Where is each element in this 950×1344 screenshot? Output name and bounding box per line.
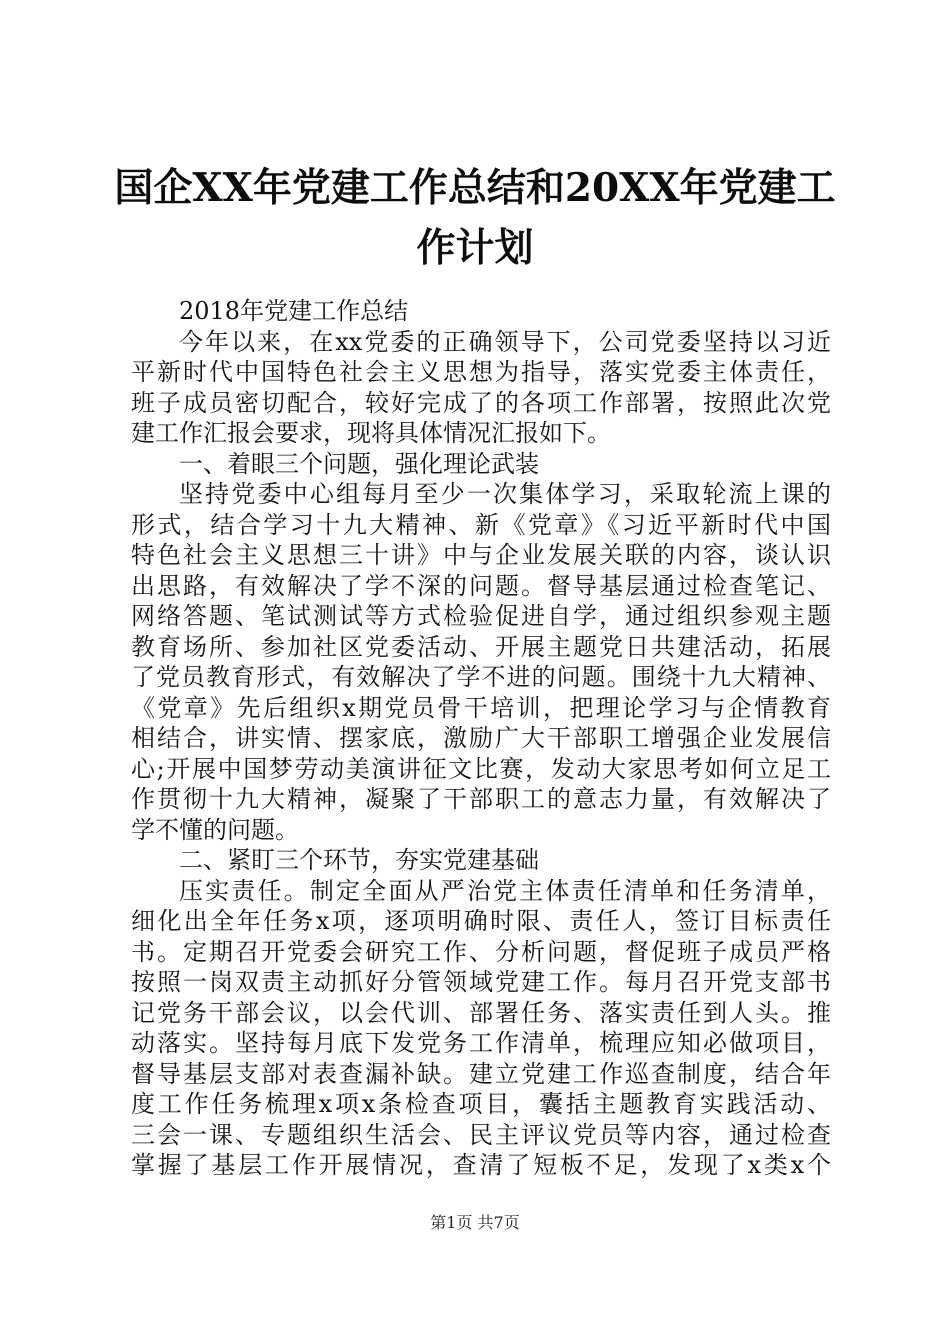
paragraph-line: 了党员教育形式，有效解决了学不进的问题。围绕十九大精神、 — [131, 663, 831, 691]
paragraph-line: 动落实。坚持每月底下发党务工作清单，梳理应知必做项目， — [131, 1029, 831, 1057]
section-heading: 二、紧盯三个环节，夯实党建基础 — [179, 846, 539, 874]
paragraph-line: 细化出全年任务x项，逐项明确时限、责任人，签订目标责任 — [131, 907, 831, 935]
paragraph-line: 相结合，讲实情、摆家底，激励广大干部职工增强企业发展信 — [131, 724, 831, 752]
paragraph-line: 班子成员密切配合，较好完成了的各项工作部署，按照此次党 — [131, 388, 831, 417]
paragraph-line: 记党务干部会议，以会代训、部署任务、落实责任到人头。推 — [131, 998, 831, 1027]
paragraph-line: 坚持党委中心组每月至少一次集体学习，采取轮流上课的 — [179, 480, 831, 508]
document-body — [131, 296, 831, 1181]
paragraph-line: 掌握了基层工作开展情况，查清了短板不足，发现了x类x个 — [131, 1151, 831, 1179]
paragraph-line: 《党章》先后组织x期党员骨干培训，把理论学习与企情教育 — [131, 693, 831, 722]
section-heading: 2018年党建工作总结 — [179, 297, 409, 325]
paragraph-line: 度工作任务梳理x项x条检查项目，囊括主题教育实践活动、 — [131, 1090, 831, 1118]
paragraph-line: 学不懂的问题。 — [131, 815, 299, 844]
paragraph-line: 出思路，有效解决了学不深的问题。督导基层通过检查笔记、 — [131, 571, 831, 600]
paragraph-line: 形式，结合学习十九大精神、新《党章》《习近平新时代中国 — [131, 510, 831, 539]
paragraph-line: 督导基层支部对表查漏补缺。建立党建工作巡查制度，结合年 — [131, 1059, 831, 1088]
paragraph-line: 书。定期召开党委会研究工作、分析问题，督促班子成员严格 — [131, 937, 831, 966]
page-footer: 第1页 共7页 — [430, 1213, 520, 1232]
paragraph-line: 教育场所、参加社区党委活动、开展主题党日共建活动，拓展 — [131, 632, 831, 661]
paragraph-line: 网络答题、笔试测试等方式检验促进自学，通过组织参观主题 — [131, 602, 831, 630]
paragraph-line: 今年以来，在xx党委的正确领导下，公司党委坚持以习近 — [179, 327, 831, 356]
paragraph-line: 特色社会主义思想三十讲》中与企业发展关联的内容，谈认识 — [131, 541, 831, 569]
paragraph-line: 三会一课、专题组织生活会、民主评议党员等内容，通过检查 — [131, 1120, 831, 1149]
section-heading: 一、着眼三个问题，强化理论武装 — [179, 449, 539, 478]
paragraph-line: 按照一岗双责主动抓好分管领域党建工作。每月召开党支部书 — [131, 968, 831, 996]
paragraph-line: 平新时代中国特色社会主义思想为指导，落实党委主体责任， — [131, 358, 831, 386]
document-title: 国企XX年党建工作总结和20XX年党建工作计划 — [114, 165, 836, 271]
paragraph-line: 压实责任。制定全面从严治党主体责任清单和任务清单， — [179, 876, 831, 905]
paragraph-line: 建工作汇报会要求，现将具体情况汇报如下。 — [131, 419, 611, 447]
paragraph-line: 作贯彻十九大精神，凝聚了干部职工的意志力量，有效解决了 — [131, 785, 831, 813]
paragraph-line: 心;开展中国梦劳动美演讲征文比赛，发动大家思考如何立足工 — [131, 754, 831, 783]
